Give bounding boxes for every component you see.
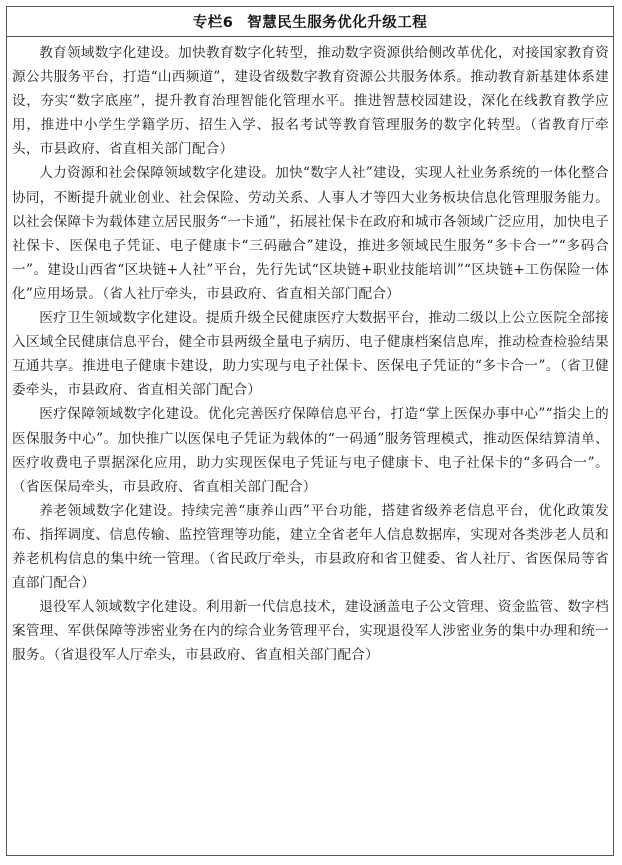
- paragraph-healthcare: 医疗卫生领域数字化建设。提质升级全民健康医疗大数据平台，推动二级以上公立医院全部接入区域全民健康信息平台，健全市县两级全量电子病历、电子健康档案信息库，推动检查检验结果互通共享。推进电子健康卡建设，助力实现与电子社保卡、医保电子凭证的“多卡合一”。（省卫健委牵头，市县政府、省直相关部门配合）: [12, 310, 609, 399]
- column-label: 专栏6: [192, 15, 234, 31]
- column-title-bar: [7, 7, 613, 37]
- column-box: [6, 6, 614, 856]
- paragraph-education: 教育领域数字化建设。加快教育数字化转型，推动数字资源供给侧改革优化，对接国家教育资源公共服务平台，打造“山西频道”，建设省级数字教育资源公共服务体系。推动教育新基建体系建设，夯实“数字底座”，提升教育治理智能化管理水平。推进智慧校园建设，深化在线教育教学应用，推进中小学生学籍学历、招生入学、报名考试等教育管理服务的数字化转型。（省教育厅牵头，市县政府、省直相关部门配合）: [12, 45, 609, 158]
- paragraph-medical-insurance: 医疗保障领域数字化建设。优化完善医疗保障信息平台，打造“掌上医保办事中心”“指尖上的医保服务中心”。加快推广以医保电子凭证为载体的“一码通”服务管理模式，推动医保结算清单、医疗收费电子票据深化应用，助力实现医保电子凭证与电子健康卡、电子社保卡的“多码合一”。（省医保局牵头，市县政府、省直相关部门配合）: [12, 406, 609, 495]
- next-page-text-fragment: [0, 856, 622, 865]
- paragraph-human-resources: 人力资源和社会保障领域数字化建设。加快“数字人社”建设，实现人社业务系统的一体化整合协同，不断提升就业创业、社会保险、劳动关系、人事人才等四大业务板块信息化管理服务能力。以社会保障卡为载体建立居民服务“一卡通”，拓展社保卡在政府和城市各领域广泛应用，加快电子社保卡、医保电子凭证、电子健康卡“三码融合”建设，推进多领域民生服务“多卡合一”“多码合一”。建设山西省“区块链+人社”平台，先行先试“区块链+职业技能培训”“区块链+工伤保险一体化”应用场景。（省人社厅牵头，市县政府、省直相关部门配合）: [12, 165, 609, 302]
- column-title: 智慧民生服务优化升级工程: [247, 15, 428, 31]
- paragraph-elderly-care: 养老领域数字化建设。持续完善“康养山西”平台功能，搭建省级养老信息平台，优化政策发布、指挥调度、信息传输、监控管理等功能，建立全省老年人信息数据库，实现对各类涉老人员和养老机构信息的集中统一管理。（省民政厅牵头，市县政府和省卫健委、省人社厅、省医保局等省直部门配合）: [12, 502, 609, 592]
- column-body: [7, 37, 613, 667]
- paragraph-veterans: 退役军人领域数字化建设。利用新一代信息技术，建设涵盖电子公文管理、资金监管、数字档案管理、军供保障等涉密业务在内的综合业务管理平台，实现退役军人涉密业务的集中办理和统一服务。（省退役军人厅牵头，市县政府、省直相关部门配合）: [12, 599, 609, 664]
